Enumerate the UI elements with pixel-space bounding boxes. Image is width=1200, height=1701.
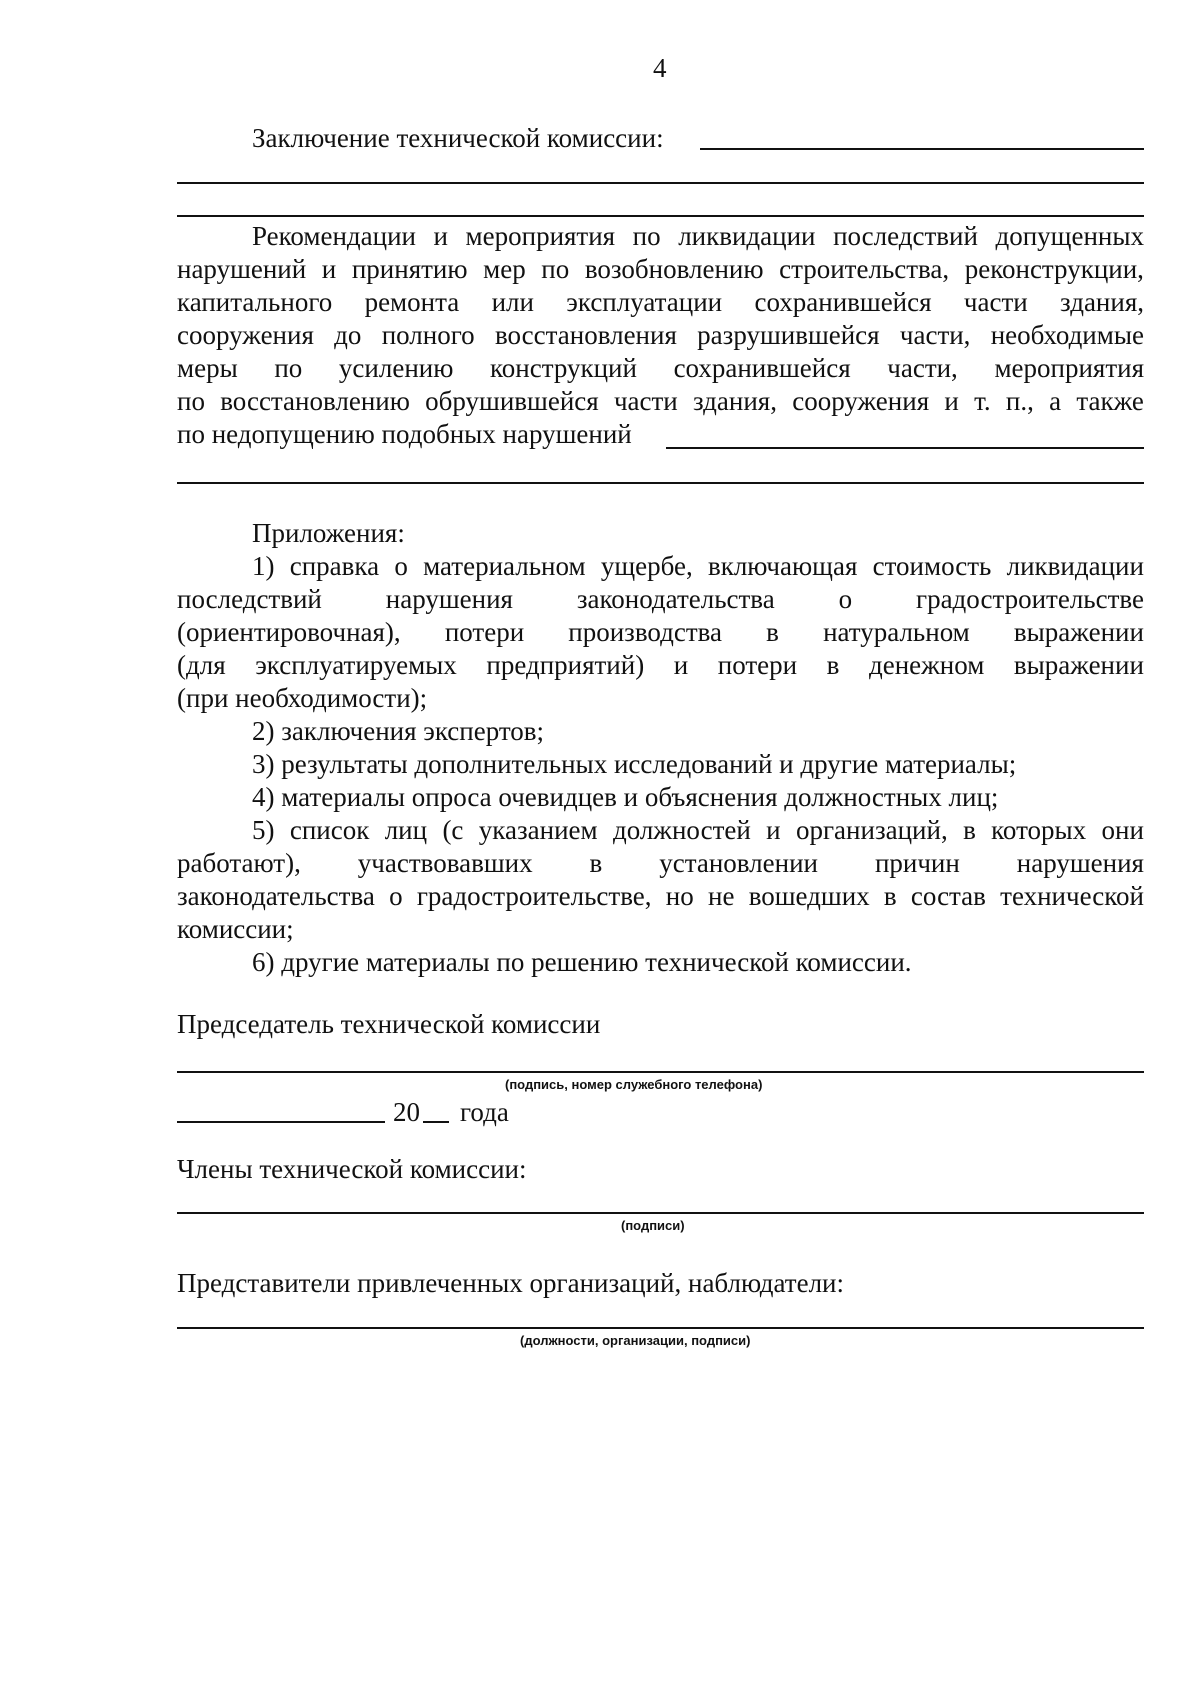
chairman-signature-caption: (подпись, номер служебного телефона) (505, 1077, 763, 1092)
word: выражении (1013, 617, 1144, 647)
word: реконструкции, (964, 254, 1144, 284)
word: состав (910, 881, 986, 911)
word: организаций, (795, 815, 948, 845)
word: производства (568, 617, 723, 647)
word: в (963, 815, 976, 845)
date-day-month-line (177, 1121, 385, 1123)
word: т. (974, 386, 991, 416)
word: о (838, 584, 853, 614)
attachment-item-2: 2) заключения экспертов; (252, 716, 545, 746)
word: возобновлению (584, 254, 764, 284)
attachment-5-last-line: комиссии; (177, 914, 294, 944)
word: также (1076, 386, 1144, 416)
representatives-signature-line (177, 1327, 1144, 1329)
word: по (541, 254, 570, 284)
word: а (1049, 386, 1062, 416)
date-year-prefix: 20 (393, 1097, 420, 1127)
word: вошедших (748, 881, 870, 911)
word: но (665, 881, 694, 911)
word: меры (177, 353, 238, 383)
word: конструкций (490, 353, 637, 383)
representatives-label: Представители привлеченных организаций, наблюдатели: (177, 1268, 844, 1298)
word: в (766, 617, 779, 647)
word: мероприятия (465, 221, 616, 251)
word: технической (1000, 881, 1144, 911)
attachment-5-line-1 (252, 814, 1144, 846)
recommendations-line-1 (252, 220, 1144, 252)
attachment-1-line-2 (177, 583, 1144, 615)
word: ликвидации (678, 221, 816, 251)
word: (с (442, 815, 464, 845)
word: потери (444, 617, 525, 647)
word: градостроительстве, (416, 881, 652, 911)
word: части, (899, 320, 971, 350)
attachment-item-4: 4) материалы опроса очевидцев и объяснения должностных лиц; (252, 782, 999, 812)
word: допущенных (995, 221, 1144, 251)
recommendations-line-6 (177, 385, 1144, 417)
page-number: 4 (653, 53, 667, 83)
word: нарушения (385, 584, 513, 614)
word: нарушения (1016, 848, 1144, 878)
attachment-1-line-3 (177, 616, 1144, 648)
conclusion-fill-line-3 (177, 215, 1144, 217)
word: обрушившейся (425, 386, 599, 416)
word: сооружения (792, 386, 930, 416)
word: по (177, 386, 205, 416)
word: натуральном (823, 617, 970, 647)
date-year-word: года (460, 1097, 509, 1127)
recommendations-fill-line-2 (177, 482, 1144, 484)
word: (ориентировочная), (177, 617, 401, 647)
word: п., (1005, 386, 1034, 416)
word: законодательства (177, 881, 375, 911)
word: необходимые (990, 320, 1144, 350)
word: последствий (177, 584, 322, 614)
word: полного (381, 320, 475, 350)
word: сооружения (177, 320, 314, 350)
recommendations-line-3 (177, 286, 1144, 318)
word: эксплуатации (566, 287, 723, 317)
word: законодательства (576, 584, 775, 614)
members-label: Члены технической комиссии: (177, 1154, 527, 1184)
word: и (321, 254, 337, 284)
word: которых (991, 815, 1087, 845)
word: должностей (612, 815, 751, 845)
word: участвовавших (357, 848, 533, 878)
recommendations-line-5 (177, 352, 1144, 384)
conclusion-fill-line-2 (177, 182, 1144, 184)
word: о (394, 551, 408, 581)
attachment-item-6: 6) другие материалы по решению технической комиссии. (252, 947, 912, 977)
word: они (1101, 815, 1144, 845)
word: сохранившейся (673, 353, 851, 383)
word: мероприятия (994, 353, 1144, 383)
word: принятию (351, 254, 468, 284)
word: здания, (693, 386, 777, 416)
word: последствий (833, 221, 978, 251)
word: усилению (338, 353, 454, 383)
word: нарушений (177, 254, 307, 284)
date-year-blank (423, 1121, 449, 1123)
attachment-5-line-3 (177, 880, 1144, 912)
word: предприятий) (486, 650, 645, 680)
word: строительства, (779, 254, 950, 284)
attachment-1-line-4 (177, 649, 1144, 681)
word: включающая (707, 551, 858, 581)
word: работают), (177, 848, 301, 878)
word: до (334, 320, 362, 350)
word: восстановления (494, 320, 677, 350)
recommendations-line-4 (177, 319, 1144, 351)
members-signature-line (177, 1212, 1144, 1214)
word: материальном (423, 551, 586, 581)
word: разрушившейся (697, 320, 880, 350)
word: (для (177, 650, 226, 680)
chairman-label: Председатель технической комиссии (177, 1009, 601, 1039)
word: капитального (177, 287, 333, 317)
word: 1) (252, 551, 275, 581)
attachment-1-line-1 (252, 550, 1144, 582)
word: градостроительстве (916, 584, 1144, 614)
word: Рекомендации (252, 221, 416, 251)
attachment-1-last-line: (при необходимости); (177, 683, 428, 713)
word: части (613, 386, 678, 416)
chairman-signature-line (177, 1071, 1144, 1073)
word: и (766, 815, 781, 845)
word: список (289, 815, 370, 845)
word: лиц (384, 815, 428, 845)
word: мер (483, 254, 526, 284)
word: здания, (1060, 287, 1144, 317)
word: стоимость (872, 551, 992, 581)
word: части, (887, 353, 958, 383)
word: сохранившейся (754, 287, 932, 317)
attachment-item-3: 3) результаты дополнительных исследований и другие материалы; (252, 749, 1017, 779)
word: справка (289, 551, 380, 581)
word: ремонта (364, 287, 460, 317)
word: и (433, 221, 448, 251)
conclusion-fill-line-1 (700, 148, 1144, 150)
word: не (708, 881, 735, 911)
attachments-heading: Приложения: (252, 518, 405, 548)
word: в (589, 848, 603, 878)
word: потери (717, 650, 798, 680)
members-signature-caption: (подписи) (621, 1218, 685, 1233)
word: по (632, 221, 661, 251)
recommendations-line-2 (177, 253, 1144, 285)
word: выражении (1013, 650, 1144, 680)
word: в (826, 650, 840, 680)
representatives-signature-caption: (должности, организации, подписи) (520, 1333, 751, 1348)
conclusion-label: Заключение технической комиссии: (252, 123, 664, 153)
word: по (274, 353, 303, 383)
word: восстановлению (220, 386, 410, 416)
word: и (944, 386, 959, 416)
word: и (673, 650, 689, 680)
word: или (491, 287, 534, 317)
word: в (883, 881, 897, 911)
word: 5) (252, 815, 275, 845)
word: указанием (478, 815, 598, 845)
attachment-5-line-2 (177, 847, 1144, 879)
word: денежном (868, 650, 985, 680)
word: эксплуатируемых (255, 650, 457, 680)
word: ликвидации (1006, 551, 1144, 581)
word: причин (874, 848, 960, 878)
recommendations-last-line: по недопущению подобных нарушений (177, 419, 632, 449)
word: установлении (659, 848, 818, 878)
word: о (389, 881, 403, 911)
word: ущербе, (600, 551, 693, 581)
word: части (963, 287, 1028, 317)
recommendations-fill-line-1 (666, 447, 1144, 449)
